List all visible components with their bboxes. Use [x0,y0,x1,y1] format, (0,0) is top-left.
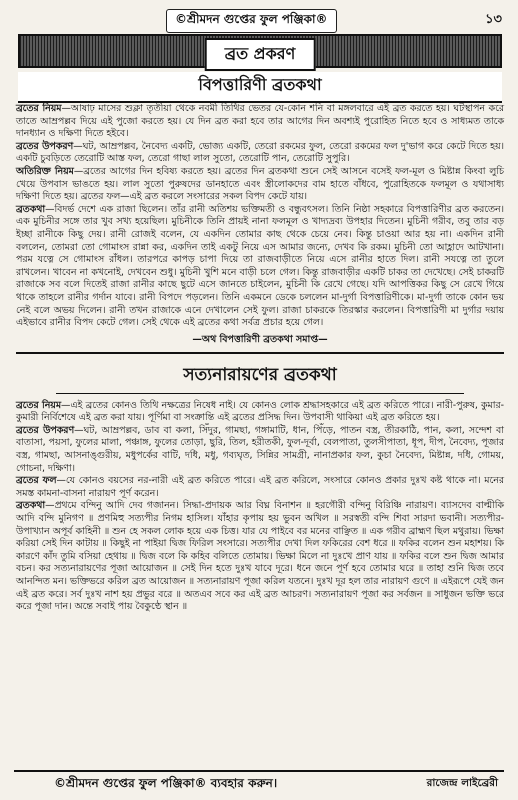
story-paragraph-2 [16,500,504,613]
paragraph-lead: ব্রতের নিয়ম [16,399,62,411]
paragraph-text: —বিদর্ভ দেশে এক রাজা ছিলেন। তাঁর রানী অতিশয় ভক্তিমতী ও বন্ধুবৎসল। তিনি নিষ্ঠা সহকারে বিপত্তারিণীর ব্রত করতেন। এক মুচিনীর সঙ্গে তার খুব সখ্য হয়েছিল। মুচিনীকে তিনি প্রায়ই নানা ফলমূল ও খাদ্যদ্রব্য উপহার দিতেন। মুচিনী গরীব, তবু তার বড় ইচ্ছা রানীকে কিছু দেয়। রানী রোজই বলেন, যে একদিন তোমার কাছ থেকে চেয়ে নেব। কিন্তু চাওয়া আর হয় না। একদিন রানী বললেন, তোমরা তো গোমাংস রান্না কর, একদিন তাই একটু নিয়ে এস আমার জন্যে, দেখব কি রকম। মুচিনী তো আহ্লাদে আটখানা। পরম যত্নে সে গোমাংস রাঁধল। তারপরে কাপড় চাপা দিয়ে তা রাজবাড়ীতে নিয়ে এসে রানীর হাতে দিল। রানী সযত্নে তা তুলে রাখলেন। খাবেন না কখনোই, দেখবেন শুধু। মুচিনী খুশি মনে বাড়ী চলে গেল। কিন্তু রাজবাড়ীর একটি চাকর তা দেখেছে। সেই চাকরটি রাজাকে সব বলে দিতেই রাজা রানীর কাছে ছুটে এসে জানতে চাইলেন, মুচিনী কি রেখে গেছে। যদি আপত্তিকর কিছু সে রেখে গিয়ে থাকে তাহলে রানীর গর্দান যাবে। রানী বিপদে পড়লেন। তিনি একমনে ডেকে চললেন মা-দুর্গা বিপত্তারিণীকে। মা-দুর্গা তাকে কোন ভয় নেই বলে অভয় দিলেন। রানী তখন রাজাকে এনে দেখালেন সেই ফুল। রাজা চাকরকে তিরস্কার করলেন। বিপত্তারিণী মা দুর্গার দয়ায় এইভাবে রানীর বিপদ কেটে গেল। সেই থেকে এই ব্রতের কথা সর্বত্র প্রচার হয়ে গেল। [16,203,504,329]
footer-slogan: ©শ্রীমদন গুপ্তের ফুল পঞ্জিকা® ব্যবহার করুন। [54,776,278,790]
page-header [16,6,504,32]
paragraph-text: —আষাঢ় মাসের শুক্লা তৃতীয়া থেকে নবমী তিথির ভেতর যে-কোন শনি বা মঙ্গলবারে এই ব্রত করতে হয়। ঘটস্থাপন করে তাতে আম্রপল্লব দিয়ে এই পুজো করতে হয়। যে দিন ব্রত করা হবে তার আগের দিন অবশ্যই পুরোহিত নিতে হবে ও সাধ্যমত তাকে দানধ্যান ও দক্ষিণা দিতে হইবে। [16,103,504,140]
story-title-bipattarini: বিপত্তারিণী ব্রতকথা [18,72,502,103]
rules-paragraph-2 [16,400,504,425]
section-heading: ব্রত প্রকরণ [205,38,316,71]
paragraph-lead: অতিরিক্ত নিয়ম [16,165,74,177]
extra-rules-paragraph [16,166,504,204]
story-ending: —অথ বিপত্তারিণী ব্রতকথা সমাপ্ত— [192,333,328,345]
paragraph-text: —এই ব্রতের কোনও তিথি নক্ষত্রের নিষেধ নাই। যে কোনও লোক শ্রদ্ধাসহকারে এই ব্রত করিতে পারে। নারী-পুরুষ, কুমার-কুমারী নির্বিশেষে এই ব্রত করা যায়। পূর্ণিমা বা সংক্রান্তি এই ব্রতের প্রসিদ্ধ দিন। উপবাসী থাকিয়া এই ব্রত করিতে হয়। [16,399,504,424]
paragraph-lead: ব্রতের উপকরণ [16,140,74,152]
paragraph-text: —ব্রতের আগের দিন হবিষ্য করতে হয়। ব্রতের দিন ব্রতকথা শুনে সেই আসনে বসেই ফল-মূল ও মিষ্টান্ন কিংবা লুচি খেয়ে উপবাস ভাঙতে হয়। লাল সুতো পুরুষদের ডানহাতে এবং স্ত্রীলোকদের বাম হাতে বাঁধবে, পুরোহিতকে ফলমূল ও যথাসাধ্য দক্ষিণা দিতে হয়। ব্রতের ফল—এই ব্রত করলে সংসারের সকল বিপদ কেটে যায়। [16,165,504,203]
paragraph-text: —ঘট, আম্রপল্লব, নৈবেদ্য একটি, ভোজ্য একটি, তেরো রকমের ফুল, তেরো রকমের ফল দু'ভাগ করে কেটে দিতে হয়। একটি চুবড়িতে তেরোটি আস্ত ফল, তেরো গাছা লাল সুতো, তেরোটি পান, তেরোটি সুপুরি। [16,140,504,165]
page-footer [14,770,504,794]
section-heading-band [18,34,502,68]
result-paragraph-2 [16,475,504,500]
materials-paragraph-2 [16,425,504,475]
paragraph-text: —যে কোনও বয়সের নর-নারী এই ব্রত করিতে পারে। এই ব্রত করিলে, সংসারে কোনও প্রকার দুঃখ কষ্ট থাকে না। মনের সমস্ত কামনা-বাসনা নারায়ণ পূর্ণ করেন। [16,475,504,499]
paragraph-lead: ব্রতকথা [16,500,46,512]
materials-paragraph [16,141,504,166]
page-number: ১৩ [485,12,502,27]
section-divider [16,352,504,354]
brand-title: ©শ্রীমদন গুপ্তের ফুল পঞ্জিকা® [166,9,337,33]
rules-paragraph [16,103,504,141]
story-paragraph [16,204,504,330]
paragraph-text: —প্রথমে বন্দিনু আদি দেব গজানন। সিদ্ধা-প্রদায়ক আর বিঘ্ন বিনাশন ॥ হরগৌরী বন্দিনু বিরিঞ্চি নারায়ণ। ব্যাসদেব বাল্মীকি আদি বন্দি মুনিগণ ॥ প্রণমিহু সত্যপীর নিগম হাসিল। যাঁহার কৃপায় হয় ভুবন অখিল ॥ সরস্বতী বন্দি শিবা সারদা ভবানী। সত্যপীর-উপাখ্যান অপূর্ব কাহিনী ॥ শুন হে সকল লোক হয়ে এক চিত্ত। যার যে পাইবে বর মনের বাঞ্ছিত ॥ এক গরীব ব্রাহ্মণ ছিল মথুরায়। ভিক্ষা করিয়া সেই দিন কাটায় ॥ কিছুই না পাইয়া দ্বিজ ফিরিল সংসারে। সত্যপীর দেখা দিল ফকিরের বেশ ধরে ॥ ফকির বলেন শুন মহাশয়। কি কারণে কাঁদ তুমি বসিয়া হেথায় ॥ দ্বিজ বলে কি কহিব বলিতে তোমায়। ভিক্ষা মিলে না দুঃখে প্রাণ যায় ॥ ফকির বলে শুন দ্বিজ আমার বচন। কর সত্যনারায়ণের পূজা আয়োজন ॥ সেই দিন হতে দুঃখ যাবে দূরে। ধনে জনে পূর্ণ হবে তোমার ঘরে ॥ তাহা শুনি দ্বিজ তবে আনন্দিত মন। ভক্তিভরে করিল ব্রত আয়োজন ॥ সত্যনারায়ণ পূজা করিল যতনে। দুঃখ দূর হল তার নারায়ণ গুণে ॥ এইরূপে যেই জন এই ব্রত করে। সর্ব দুঃখ নাশ হয় প্রভুর বরে ॥ অতএব সবে কর এই ব্রত আচরণ। সত্যনারায়ণ পূজা কর সর্বজন ॥ সাধুজন ভক্তি ভরে করে পূজা দান। অন্তে সবাই পায় বৈকুণ্ঠে স্থান ॥ [16,500,504,613]
footer-publisher: রাজেন্দ্র লাইব্রেরী [426,777,498,789]
paragraph-lead: ব্রতের নিয়ম [16,103,62,114]
paragraph-lead: ব্রতের ফল [16,475,57,487]
paragraph-lead: ব্রতকথা [16,203,46,215]
story-title-satyanarayan: সত্যনারায়ণের ব্রতকথা [56,360,464,394]
paragraph-lead: ব্রতের উপকরণ [16,424,75,436]
paragraph-text: —ঘট, আম্রপল্লব, ডাব বা কলা, সিঁদুর, গামছা, গঙ্গামাটি, ধান, পিঁড়ে, পাতন বস্ত্র, তীরকাঠি, পান, কলা, সন্দেশ বা বাতাসা, পয়সা, ফুলের মালা, পঞ্চাঙ্গ, ফুলের তোড়া, ছুরি, তিল, হরীতকী, ফুল-দূর্বা, বেলপাতা, তুলসীপাতা, ধূপ, দীপ, নৈবেদ্য, পূজার বস্ত্র, গামছা, আসনাঙ্গুরীয়, মধুপর্কের বাটি, দধি, মধু, গব্যঘৃত, সিন্নির সামগ্রী, নানাপ্রকার ফল, কুচা নৈবেদ্য, মিষ্টান্ন, দধি, গোময়, গোচনা, দক্ষিণা। [16,424,504,474]
